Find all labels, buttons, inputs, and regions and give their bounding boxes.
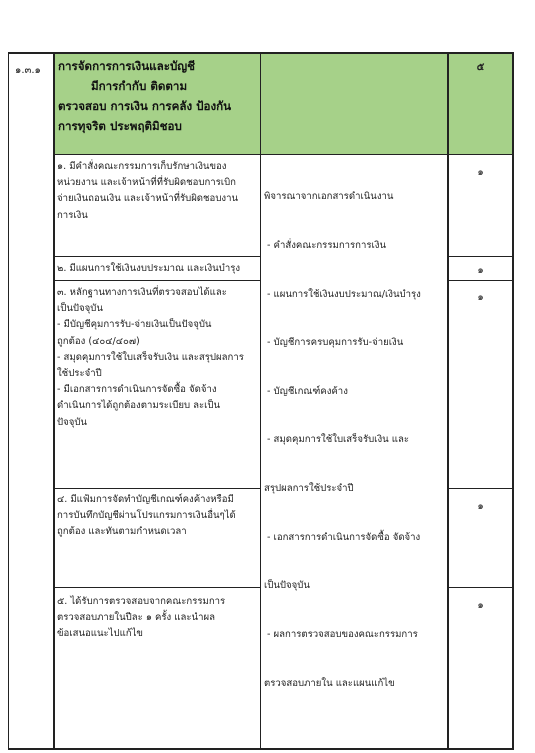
column-divider: [447, 52, 449, 750]
row-divider: [448, 280, 513, 281]
criterion-line: จ่ายเงินถอนเงิน และเจ้าหน้าที่รับผิดชอบงาน: [57, 193, 239, 205]
header-line: ตรวจสอบ การเงิน การคลัง ป้องกัน: [58, 99, 232, 113]
table-left-border: [8, 52, 9, 750]
evidence-line: สรุปผลการใช้ประจำปี: [264, 483, 354, 495]
criterion-1: [57, 159, 238, 224]
criterion-line: เป็นปัจจุบัน: [57, 303, 103, 315]
evidence-line: พิจารณาจากเอกสารดำเนินงาน: [264, 191, 394, 203]
criterion-4: [57, 492, 236, 541]
evidence-line: - สมุดคุมการใช้ใบเสร็จรับเงิน และ: [264, 434, 409, 446]
evidence-line: ตรวจสอบภายใน และแผนแก้ไข: [264, 677, 395, 689]
column-divider: [53, 52, 55, 750]
row-divider: [53, 488, 261, 489]
criterion-line: ถูกต้อง และทันตามกำหนดเวลา: [57, 526, 187, 538]
row-divider: [53, 256, 261, 257]
criterion-line: ๔. มีแฟ้มการจัดทำบัญชีเกณฑ์คงค้างหรือมี: [57, 494, 234, 505]
evidence-line: - เอกสารการดำเนินการจัดซื้อ จัดจ้าง: [264, 531, 421, 543]
criterion-line: - มีเอกสารการดำเนินการจัดซื้อ จัดจ้าง: [57, 384, 217, 396]
criterion-4-score: ๑: [477, 501, 484, 512]
table-right-border: [512, 52, 514, 750]
row-divider: [448, 488, 513, 489]
criterion-line: หน่วยงาน และเจ้าหน้าที่ที่รับผิดชอบการเบิก: [57, 177, 236, 189]
row-divider: [53, 587, 261, 588]
evidence-line: - คำสั่งคณะกรรมการการเงิน: [264, 240, 387, 252]
header-bottom-border: [53, 154, 513, 155]
criterion-line: ถูกต้อง (๔๐๔/๔๐๗): [57, 335, 140, 347]
criterion-3: [57, 285, 244, 431]
evidence-line: - บัญชีเกณฑ์คงค้าง: [264, 385, 348, 397]
evidence-line: - แผนการใช้เงินงบประมาณ/เงินบำรุง: [264, 288, 421, 300]
row-divider: [448, 587, 513, 588]
header-evidence-cell: [261, 52, 448, 155]
row-divider: [53, 280, 261, 281]
criterion-line: - สมุดคุมการใช้ใบเสร็จรับเงิน และสรุปผลการ: [57, 351, 244, 363]
evidence-line: - ผลการตรวจสอบของคณะกรรมการ: [264, 628, 418, 640]
criterion-1-score: ๑: [477, 167, 484, 178]
row-code: ๑.๓.๑: [15, 65, 41, 76]
criterion-line: ๓. หลักฐานทางการเงินที่ตรวจสอบได้และ: [57, 287, 227, 298]
criterion-line: ข้อเสนอแนะไปแก้ไข: [57, 628, 143, 640]
criterion-line: ปัจจุบัน: [57, 416, 87, 428]
criterion-line: ๕. ได้รับการตรวจสอบจากคณะกรรมการ: [57, 596, 226, 607]
header-line: การจัดการการเงินและบัญชี: [58, 59, 196, 73]
evidence-line: เป็นปัจจุบัน: [264, 580, 310, 592]
criterion-3-score: ๑: [477, 292, 484, 303]
column-divider: [260, 52, 261, 750]
criterion-line: ใช้ประจำปี: [57, 368, 102, 380]
criterion-line: - มีบัญชีคุมการรับ-จ่ายเงินเป็นปัจจุบัน: [57, 319, 212, 331]
criterion-line: ๒. มีแผนการใช้เงินงบประมาณ และเงินบำรุง: [57, 263, 241, 274]
criterion-line: ดำเนินการได้ถูกต้องตามระเบียบ ละเป็น: [57, 400, 221, 412]
row-divider: [448, 256, 513, 257]
header-line: มีการกำกับ ติดตาม: [91, 79, 188, 93]
criterion-5-score: ๑: [477, 600, 484, 611]
evidence-text: [264, 157, 447, 724]
criterion-line: ตรวจสอบภายในปีละ ๑ ครั้ง และนำผล: [57, 612, 215, 624]
criterion-5: [57, 594, 225, 643]
criterion-2: [57, 261, 240, 277]
evidence-line: - บัญชีการครบคุมการรับ-จ่ายเงิน: [264, 337, 404, 349]
header-line: การทุจริต ประพฤติมิชอบ: [58, 119, 182, 133]
header-score: ๕: [476, 62, 485, 73]
criterion-line: ๑. มีคำสั่งคณะกรรมการเก็บรักษาเงินของ: [57, 161, 227, 172]
criterion-line: การเงิน: [57, 209, 88, 221]
header-title: [58, 56, 258, 136]
criterion-2-score: ๑: [477, 265, 484, 276]
criterion-line: การบันทึกบัญชีผ่านโปรแกรมการเงินอื่นๆได้: [57, 510, 236, 522]
